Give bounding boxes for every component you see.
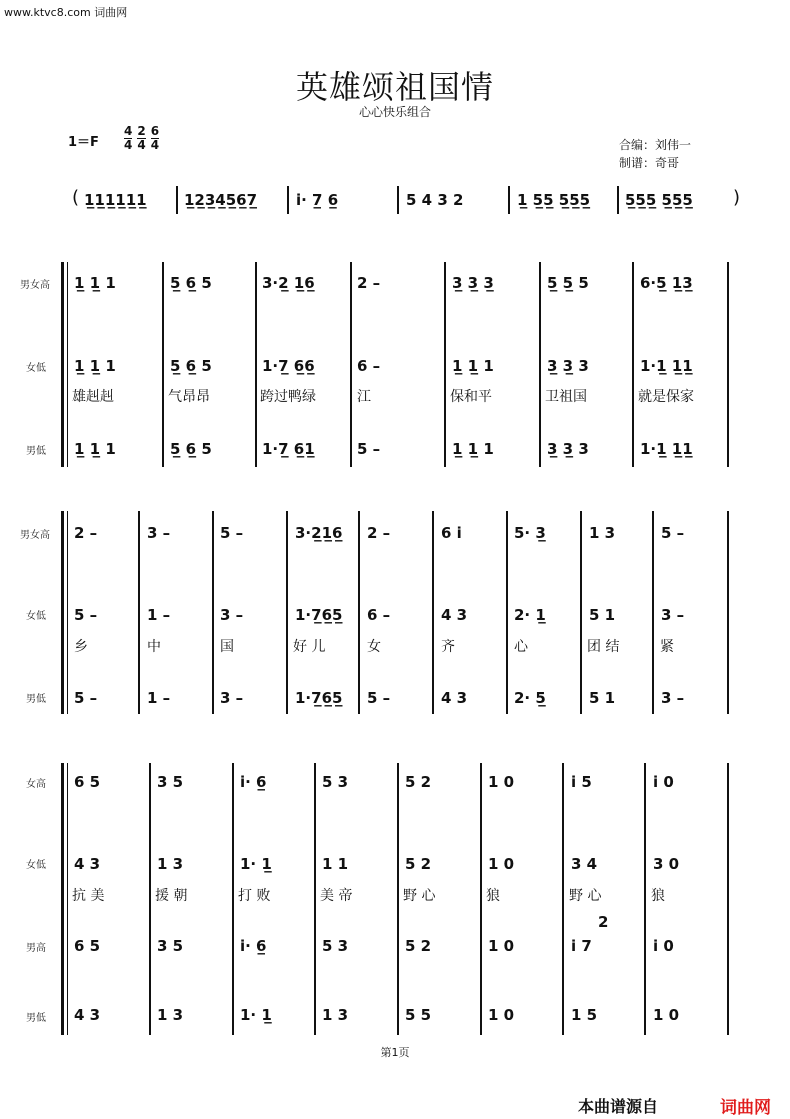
- lyric: 中: [147, 639, 161, 655]
- note-measure: 3 –: [220, 689, 244, 707]
- note-measure: 6 5: [74, 937, 101, 955]
- note-measure: 5 –: [357, 440, 381, 458]
- note-measure: 1 –: [147, 689, 171, 707]
- note-measure: 2 –: [367, 524, 391, 542]
- source-text: 本曲谱源自: [578, 1097, 659, 1116]
- barline: [580, 511, 582, 714]
- note-measure: 4 3: [74, 855, 101, 873]
- system-line: [67, 511, 68, 714]
- note-measure: 1̲ 1̲ 1: [74, 440, 116, 458]
- barline: [652, 511, 654, 714]
- barline: [644, 763, 646, 1035]
- note-measure: 4 3: [441, 689, 468, 707]
- note-measure: 1 0: [488, 937, 515, 955]
- note-measure: 1·7̲ 6̲6̲: [262, 357, 315, 375]
- lyric: 美 帝: [320, 888, 353, 904]
- note-measure: 1 0: [488, 773, 515, 791]
- lyric: 援 朝: [155, 888, 188, 904]
- intro-close-paren: ): [733, 187, 741, 208]
- lyric: 抗 美: [72, 888, 105, 904]
- song-title: 英雄颂祖国情: [295, 68, 494, 106]
- note-measure: 6 –: [357, 357, 381, 375]
- page-number: 第1页: [380, 1046, 410, 1059]
- intro-measure: 1̲2̲3̲4̲5̲6̲7̲: [184, 191, 258, 209]
- note-measure: 5̲ 6̲ 5: [170, 274, 212, 292]
- note-measure: 1 3: [157, 1006, 184, 1024]
- time-signature: $\frac{6}{4}$: [150, 124, 160, 152]
- note-measure: 5 2: [405, 937, 432, 955]
- note-measure: 5 –: [74, 606, 98, 624]
- barline: [162, 262, 164, 467]
- part-label: 女低: [26, 611, 46, 622]
- note-measure: 5 –: [661, 524, 685, 542]
- note-measure: i· 6̲: [240, 773, 267, 791]
- part-label: 男高: [26, 943, 46, 954]
- note-measure: i 0: [653, 937, 674, 955]
- part-label: 女高: [26, 779, 46, 790]
- barline: [432, 511, 434, 714]
- song-subtitle: 心心快乐组合: [358, 105, 431, 119]
- note-measure: 5 3: [322, 937, 349, 955]
- lyric: 乡: [74, 639, 88, 655]
- note-measure: 6·5̲ 1̲3̲: [640, 274, 693, 292]
- lyric: 国: [220, 639, 234, 655]
- note-measure: 1 3: [322, 1006, 349, 1024]
- barline: [617, 186, 619, 214]
- note-measure: 1 3: [157, 855, 184, 873]
- note-measure: 1·7̲6̲5̲: [295, 606, 343, 624]
- lyric: 江: [357, 389, 371, 405]
- note-measure: 3 –: [661, 606, 685, 624]
- note-measure: 3̲ 3̲ 3: [547, 357, 589, 375]
- key-signature: 1＝F: [68, 135, 99, 150]
- barline: [358, 511, 360, 714]
- note-measure: 2 –: [357, 274, 381, 292]
- note-measure: 1 1: [322, 855, 349, 873]
- note-measure: 1·1̲ 1̲1̲: [640, 440, 693, 458]
- note-measure: 3 0: [653, 855, 680, 873]
- time-signature: $\frac{2}{4}$: [137, 124, 146, 152]
- system-bracket: [61, 511, 64, 714]
- barline: [506, 511, 508, 714]
- part-label: 男低: [26, 446, 46, 457]
- lyric: 野 心: [403, 888, 436, 904]
- barline: [562, 763, 564, 1035]
- lyric: 团 结: [587, 639, 620, 655]
- note-measure: 5̲ 6̲ 5: [170, 440, 212, 458]
- note-measure: 1̲ 1̲ 1: [452, 440, 494, 458]
- note-measure: 1·7̲ 6̲1̲: [262, 440, 315, 458]
- note-measure: 1· 1̲: [240, 855, 272, 873]
- barline: [727, 511, 729, 714]
- lyric: 跨过鸭绿: [260, 389, 316, 405]
- note-measure: 5 –: [220, 524, 244, 542]
- system-bracket: [61, 262, 64, 467]
- note-measure: i 0: [653, 773, 674, 791]
- time-signatures: [124, 125, 164, 151]
- note-measure: 5 1: [589, 689, 616, 707]
- barline: [286, 511, 288, 714]
- note-measure: 6 5: [74, 773, 101, 791]
- note-measure: 3 –: [661, 689, 685, 707]
- note-measure: 1·1̲ 1̲1̲: [640, 357, 693, 375]
- lyric: 好 儿: [293, 639, 326, 655]
- intro-measure: 1̲1̲1̲1̲1̲1̲: [84, 191, 147, 209]
- note-measure: 3 5: [157, 937, 184, 955]
- note-measure: 5̲ 6̲ 5: [170, 357, 212, 375]
- note-measure: 6 –: [367, 606, 391, 624]
- intro-measure: 5 4 3 2: [406, 191, 464, 209]
- barline: [508, 186, 510, 214]
- part-label: 男女高: [20, 530, 50, 541]
- barline: [149, 763, 151, 1035]
- note-measure: 5 –: [74, 689, 98, 707]
- barline: [232, 763, 234, 1035]
- note-measure: 1 0: [653, 1006, 680, 1024]
- lyric: 紧: [660, 639, 674, 655]
- lyric: 卫祖国: [545, 389, 587, 405]
- note-measure: 3·2̲1̲6̲: [295, 524, 343, 542]
- site-watermark: www.ktvc8.com 词曲网: [4, 6, 128, 19]
- intro-measure: 1̲ 5̲5̲ 5̲5̲5̲: [517, 191, 591, 209]
- barline: [727, 262, 729, 467]
- barline: [255, 262, 257, 467]
- time-signature: $\frac{4}{4}$: [124, 124, 133, 152]
- note-measure: 3̲ 3̲ 3: [547, 440, 589, 458]
- system-line: [67, 262, 68, 467]
- note-measure: 4 3: [74, 1006, 101, 1024]
- lyric: 狼: [651, 888, 665, 904]
- note-measure: 3̲ 3̲ 3̲: [452, 274, 494, 292]
- lyric: 野 心: [569, 888, 602, 904]
- note-measure: 3 5: [157, 773, 184, 791]
- intro-open-paren: (: [72, 187, 80, 208]
- system-line: [67, 763, 68, 1035]
- barline: [480, 763, 482, 1035]
- note-measure: 5 2: [405, 855, 432, 873]
- note-measure: 1̲ 1̲ 1: [452, 357, 494, 375]
- part-label: 女低: [26, 363, 46, 374]
- note-measure: 6 i: [441, 524, 462, 542]
- lyric: 就是保家: [638, 389, 694, 405]
- barline: [314, 763, 316, 1035]
- part-label: 男低: [26, 1013, 46, 1024]
- part-label: 男女高: [20, 280, 50, 291]
- barline: [212, 511, 214, 714]
- note-measure: 1·7̲6̲5̲: [295, 689, 343, 707]
- lyric: 心: [514, 639, 528, 655]
- note-measure: 1 –: [147, 606, 171, 624]
- barline: [397, 763, 399, 1035]
- note-measure: 1̲ 1̲ 1: [74, 357, 116, 375]
- note-measure: i 5: [571, 773, 592, 791]
- note-measure: 5 3: [322, 773, 349, 791]
- lyric: 气昂昂: [168, 389, 210, 405]
- barline: [287, 186, 289, 214]
- note-measure: 5 5: [405, 1006, 432, 1024]
- barline: [138, 511, 140, 714]
- note-measure: 5 –: [367, 689, 391, 707]
- note-measure: 1 3: [589, 524, 616, 542]
- note-measure: i· 6̲: [240, 937, 267, 955]
- note-measure: 3 –: [147, 524, 171, 542]
- note-measure: 2· 5̲: [514, 689, 546, 707]
- barline: [539, 262, 541, 467]
- lyric: 女: [367, 639, 381, 655]
- note-measure: 3 –: [220, 606, 244, 624]
- note-measure: 1 0: [488, 855, 515, 873]
- note-measure: 5 1: [589, 606, 616, 624]
- system-bracket: [61, 763, 64, 1035]
- note-measure: 1 0: [488, 1006, 515, 1024]
- barline: [350, 262, 352, 467]
- note-measure: i 7: [571, 937, 592, 955]
- chord-note: 2: [598, 913, 609, 931]
- transcriber-credit: 制谱：奇哥: [619, 156, 680, 170]
- part-label: 男低: [26, 694, 46, 705]
- note-measure: 5 2: [405, 773, 432, 791]
- note-measure: 2 –: [74, 524, 98, 542]
- barline: [176, 186, 178, 214]
- barline: [632, 262, 634, 467]
- note-measure: 5· 3̲: [514, 524, 546, 542]
- lyric: 保和平: [450, 389, 492, 405]
- lyric: 打 败: [238, 888, 271, 904]
- lyric: 狼: [486, 888, 500, 904]
- lyric: 齐: [441, 639, 455, 655]
- note-measure: 3·2̲ 1̲6̲: [262, 274, 315, 292]
- barline: [444, 262, 446, 467]
- note-measure: 3 4: [571, 855, 598, 873]
- barline: [727, 763, 729, 1035]
- part-label: 女低: [26, 860, 46, 871]
- arranger-credit: 合编：刘伟一: [619, 138, 692, 152]
- note-measure: 4 3: [441, 606, 468, 624]
- site-logo[interactable]: 词曲网: [720, 1098, 771, 1118]
- barline: [397, 186, 399, 214]
- note-measure: 2· 1̲: [514, 606, 546, 624]
- lyric: 雄赳赳: [72, 389, 114, 405]
- note-measure: 1̲ 1̲ 1: [74, 274, 116, 292]
- note-measure: 1 5: [571, 1006, 598, 1024]
- note-measure: 5̲ 5̲ 5: [547, 274, 589, 292]
- intro-measure: i· 7̲ 6̲: [296, 191, 339, 209]
- intro-measure: 5̲5̲5̲ 5̲5̲5̲: [625, 191, 693, 209]
- note-measure: 1· 1̲: [240, 1006, 272, 1024]
